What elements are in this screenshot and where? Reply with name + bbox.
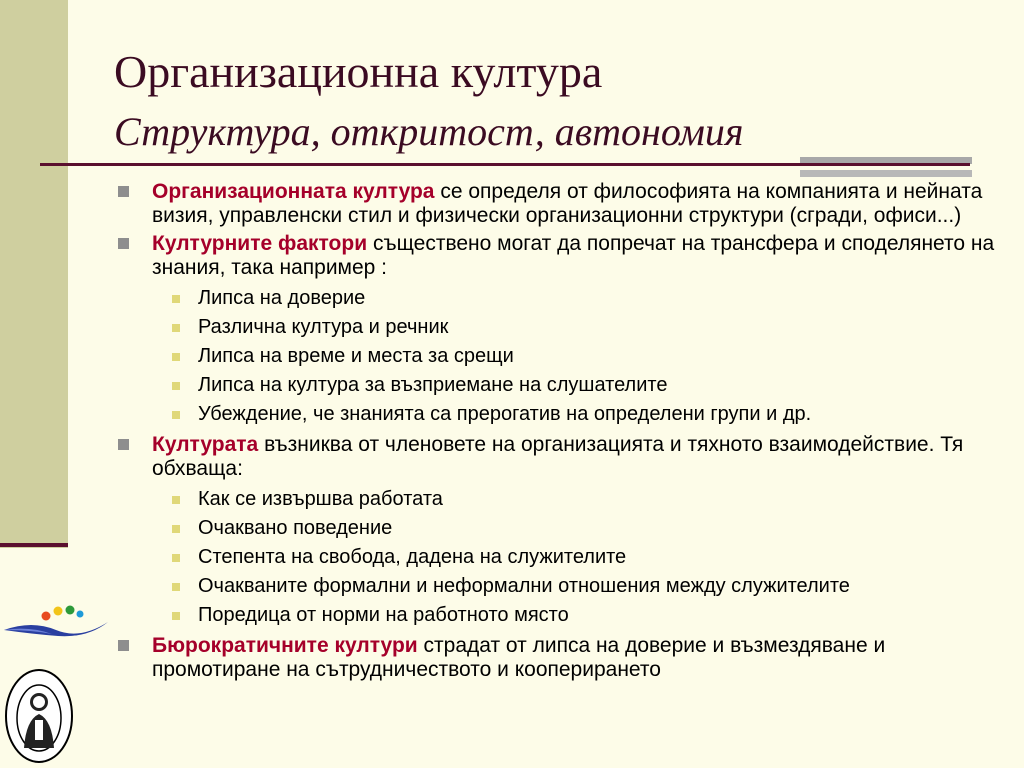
slide-content [118,180,1008,686]
sub-bullet-icon [172,411,180,419]
sub-bullet-item [118,543,1008,572]
sub-bullet-icon [172,353,180,361]
slide-title: Организационна култура [114,46,603,97]
program-logo-icon [2,600,110,648]
sub-bullet-item [118,485,1008,514]
bullet-text: съществено могат да попречат на трансфера и споделянето на знания, така например : [152,232,995,279]
sub-bullet-text: Липса на доверие [198,287,366,309]
bullet-item [118,634,1008,682]
sub-bullet-icon [172,612,180,620]
bullet-item [118,433,1008,481]
bullet-keyword: Бюрократичните култури [152,634,418,657]
bullet-keyword: Организационната култура [152,180,435,203]
sub-bullet-text: Поредица от норми на работното място [198,604,569,626]
bullet-text: възниква от членовете на организацията и тяхното взаимодействие. Тя обхваща: [152,433,964,480]
sub-bullet-text: Очаквано поведение [198,517,393,539]
sub-bullet-icon [172,295,180,303]
sub-bullet-item [118,313,1008,342]
sub-bullet-text: Очакваните формални и неформални отношения между служителите [198,575,850,597]
sub-bullet-text: Как се извършва работата [198,488,443,510]
bullet-keyword: Културните фактори [152,232,368,255]
square-bullet-icon [118,186,129,197]
left-accent-band [0,0,68,548]
sub-bullet-text: Липса на култура за възприемане на слушателите [198,374,668,396]
bullet-text: страдат от липса на доверие и възмездяване и промотиране на сътрудничеството и кооперирането [152,634,886,681]
sub-bullet-item [118,400,1008,429]
sub-bullet-icon [172,525,180,533]
sub-bullet-item [118,284,1008,313]
sub-bullet-text: Различна култура и речник [198,316,449,338]
title-divider [40,163,970,166]
sub-bullet-icon [172,554,180,562]
bullet-item [118,232,1008,280]
bullet-keyword: Културата [152,433,259,456]
sub-bullet-text: Убеждение, че знанията са прерогатив на определени групи и др. [198,403,812,425]
left-accent-line [0,543,68,547]
sub-bullet-item [118,514,1008,543]
sub-bullet-item [118,572,1008,601]
sub-bullet-icon [172,382,180,390]
sub-bullet-icon [172,496,180,504]
slide-subtitle: Структура, откритост, автономия [114,109,744,154]
sub-bullet-item [118,342,1008,371]
sub-bullet-item [118,601,1008,630]
decorative-rule-gray-bottom [800,170,972,177]
bullet-text: се определя от философията на компанията и нейната визия, управленски стил и физически организационни структури (сгради, офиси...) [152,180,983,227]
sub-bullet-text: Степента на свобода, дадена на служителите [198,546,627,568]
sub-bullet-icon [172,324,180,332]
university-seal-icon [4,668,74,764]
square-bullet-icon [118,238,129,249]
square-bullet-icon [118,439,129,450]
sub-bullet-text: Липса на време и места за срещи [198,345,514,367]
sub-bullet-item [118,371,1008,400]
sub-bullet-icon [172,583,180,591]
bullet-item [118,180,1008,228]
square-bullet-icon [118,640,129,651]
